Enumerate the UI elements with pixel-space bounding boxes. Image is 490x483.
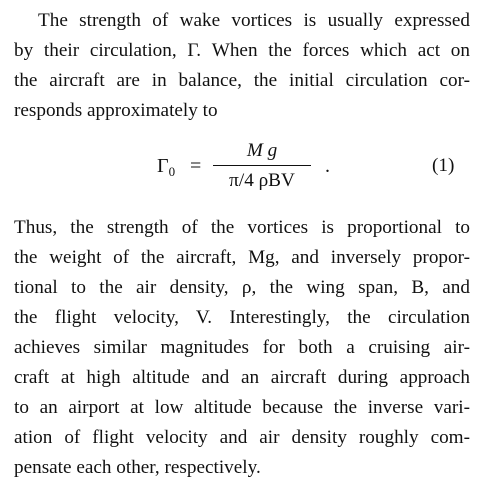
equation-1 (0, 138, 490, 198)
equation-fraction (213, 138, 311, 196)
paragraph-2-line-3: tional to the air density, ρ, the wing span, B, and (14, 277, 470, 298)
paragraph-1-line-4: responds approximately to (14, 100, 218, 121)
paragraph-1-line-2: by their circulation, Γ. When the forces which act on (14, 40, 470, 61)
paragraph-2-line-9: pensate each other, respectively. (14, 457, 261, 478)
fraction-bar (213, 165, 311, 166)
fraction-numerator: M g (246, 140, 278, 161)
circulation-subscript: 0 (168, 164, 176, 179)
fraction-denominator: π/4 ρBV (229, 170, 295, 191)
equals-sign: = (190, 155, 202, 177)
paragraph-2-line-4: the flight velocity, V. Interestingly, the circulation (14, 307, 470, 328)
paragraph-2-line-8: ation of flight velocity and air density roughly com- (14, 427, 470, 448)
paragraph-2-line-7: to an airport at low altitude because the inverse vari- (14, 397, 470, 418)
equation-number: (1) (432, 155, 455, 176)
paragraph-2-line-2: the weight of the aircraft, Mg, and inversely propor- (14, 247, 470, 268)
equation-lhs (157, 154, 175, 184)
paragraph-1-line-3: the aircraft are in balance, the initial circulation cor- (14, 70, 470, 91)
paragraph-2-line-5: achieves similar magnitudes for both a cruising air- (14, 337, 470, 358)
paragraph-2-line-1: Thus, the strength of the vortices is proportional to (14, 217, 470, 238)
paragraph-1-line-1: The strength of wake vortices is usually expressed (38, 10, 470, 31)
circulation-symbol: Γ (157, 155, 169, 177)
equation-trailing-dot: . (325, 155, 330, 177)
paragraph-2-line-6: craft at high altitude and an aircraft during approach (14, 367, 470, 388)
